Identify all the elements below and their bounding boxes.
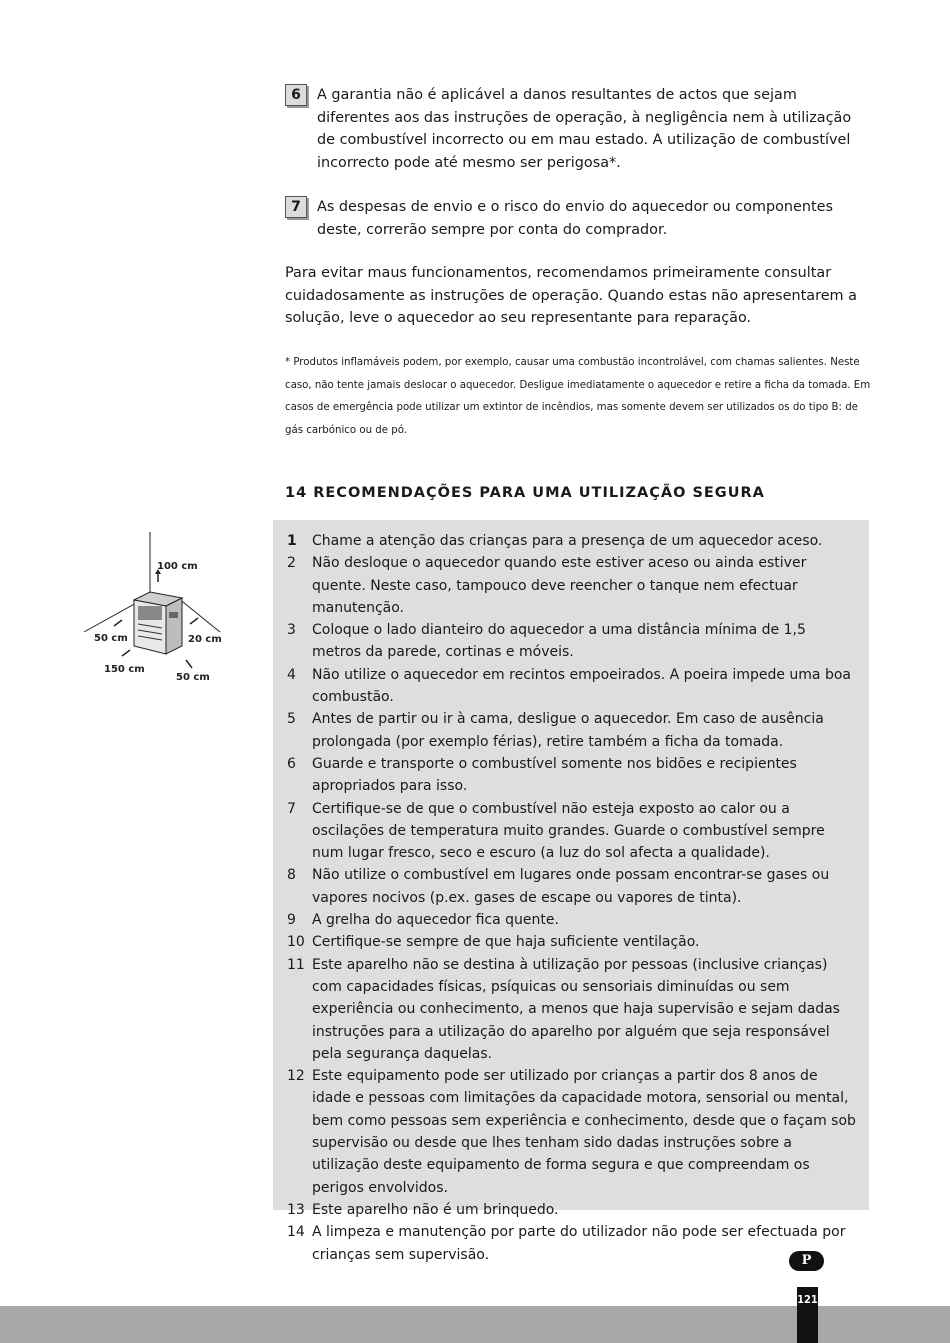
clearance-label-top: 100 cm [157,561,198,572]
list-item-number: 5 [287,711,296,728]
list-item [287,530,857,552]
recommendations-list [287,530,857,1266]
clearance-label-front-right: 50 cm [176,672,210,683]
list-item-number: 10 [287,934,305,951]
list-item-text: Certifique-se de que o combustível não esteja exposto ao calor ou a oscilações de temperatura muito grandes. Guarde o combustível sempre num lugar fresco, seco e escuro (a luz do sol afecta a qualidade). [312,800,825,862]
list-item [287,552,857,619]
list-item-number: 6 [287,755,296,772]
list-item [287,1221,857,1266]
heater-icon [134,592,182,654]
list-item [287,864,857,909]
arrow-icon [186,660,192,668]
diagram-line [178,598,220,632]
list-item-text: Este aparelho não se destina à utilização por pessoas (inclusive crianças) com capacidades físicas, psíquicas ou sensoriais diminuídas ou sem experiência ou conhecimento, a menos que haja supervisão e sejam dadas instruções para a utilização do aparelho por alguém que seja responsável pela segurança daquelas. [312,956,840,1062]
list-item-number: 8 [287,867,296,884]
language-badge: P [789,1251,824,1271]
footnote: * Produtos inflamáveis podem, por exemplo, causar uma combustão incontrolável, com chamas salientes. Neste caso, não tente jamais deslocar o aquecedor. Desligue imediatamente o aquecedor e retire a ficha da tomada. Em casos de emergência pode utilizar um extintor de incêndios, mas somente devem ser utilizados os do tipo B: de gás carbónico ou de pó. [285,357,871,436]
list-item-number: 11 [287,956,305,973]
arrow-icon [122,650,130,656]
warranty-item-text: As despesas de envio e o risco do envio do aquecedor ou componentes deste, correrão sempre por conta do comprador. [317,199,833,238]
list-item-text: Chame a atenção das crianças para a presença de um aquecedor aceso. [312,533,823,549]
arrow-icon [190,618,198,624]
arrow-icon [114,620,122,626]
list-item-number: 9 [287,912,296,929]
list-item-text: A grelha do aquecedor fica quente. [312,912,559,929]
list-item [287,909,857,931]
list-item [287,1199,857,1221]
list-item [287,931,857,953]
list-item-text: Não desloque o aquecedor quando este estiver aceso ou ainda estiver quente. Neste caso, tampouco deve reencher o tanque nem efectuar manutenção. [312,555,807,616]
list-item-text: Guarde e transporte o combustível somente nos bidões e recipientes apropriados para isso. [312,755,797,795]
list-item-number: 1 [287,533,297,549]
list-item-text: Não utilize o aquecedor em recintos empoeirados. A poeira impede uma boa combustão. [312,666,851,706]
list-item [287,664,857,709]
clearance-label-left: 50 cm [94,633,128,644]
list-item-text: Certifique-se sempre de que haja suficiente ventilação. [312,934,700,951]
list-item [287,954,857,1065]
list-item-text: Não utilize o combustível em lugares onde possam encontrar-se gases ou vapores nocivos (p.ex. gases de escape ou vapores de tinta). [312,867,830,906]
list-item-number: 3 [287,622,296,639]
list-item-number: 13 [287,1201,305,1218]
list-item-text: Este aparelho não é um brinquedo. [312,1201,559,1218]
list-item-number: 14 [287,1224,305,1241]
list-item [287,619,857,664]
list-item-text: Coloque o lado dianteiro do aquecedor a uma distância mínima de 1,5 metros da parede, cortinas e móveis. [312,622,806,661]
item-number-box: 6 [285,84,307,106]
list-item [287,798,857,865]
list-item-number: 7 [287,800,296,817]
list-item [287,1065,857,1199]
list-item [287,753,857,798]
clearance-label-front-left: 150 cm [104,664,145,675]
diagram-line [84,602,138,632]
list-item-number: 4 [287,666,296,683]
item-number-box: 7 [285,196,307,218]
list-item [287,708,857,753]
page-number: 121 [797,1287,818,1343]
advice-paragraph: Para evitar maus funcionamentos, recomendamos primeiramente consultar cuidadosamente as instruções de operação. Quando estas não apresentarem a solução, leve o aquecedor ao seu representante para reparação. [285,265,857,326]
list-item-text: A limpeza e manutenção por parte do utilizador não pode ser efectuada por crianças sem supervisão. [312,1224,846,1263]
clearance-label-right: 20 cm [188,634,222,645]
heater-clearance-diagram [78,528,238,688]
list-item-number: 2 [287,555,296,572]
section-heading: 14 RECOMENDAÇÕES PARA UMA UTILIZAÇÃO SEGURA [285,485,765,501]
list-item-text: Este equipamento pode ser utilizado por crianças a partir dos 8 anos de idade e pessoas com limitações da capacidade motora, sensorial ou mental, bem como pessoas sem experiência e conhecimento, desde que o façam sob supervisão ou desde que lhes tenham sido dadas instruções sobre a utilização deste equipamento de forma segura e que compreendam os perigos envolvidos. [312,1068,856,1196]
warranty-item-text: A garantia não é aplicável a danos resultantes de actos que sejam diferentes aos das instruções de operação, à negligência nem à utilização de combustível incorrecto ou em mau estado. A utilização de combustível incorrecto pode até mesmo ser perigosa*. [317,87,852,171]
list-item-number: 12 [287,1068,305,1085]
list-item-text: Antes de partir ou ir à cama, desligue o aquecedor. Em caso de ausência prolongada (por exemplo férias), retire também a ficha da tomada. [312,711,824,750]
